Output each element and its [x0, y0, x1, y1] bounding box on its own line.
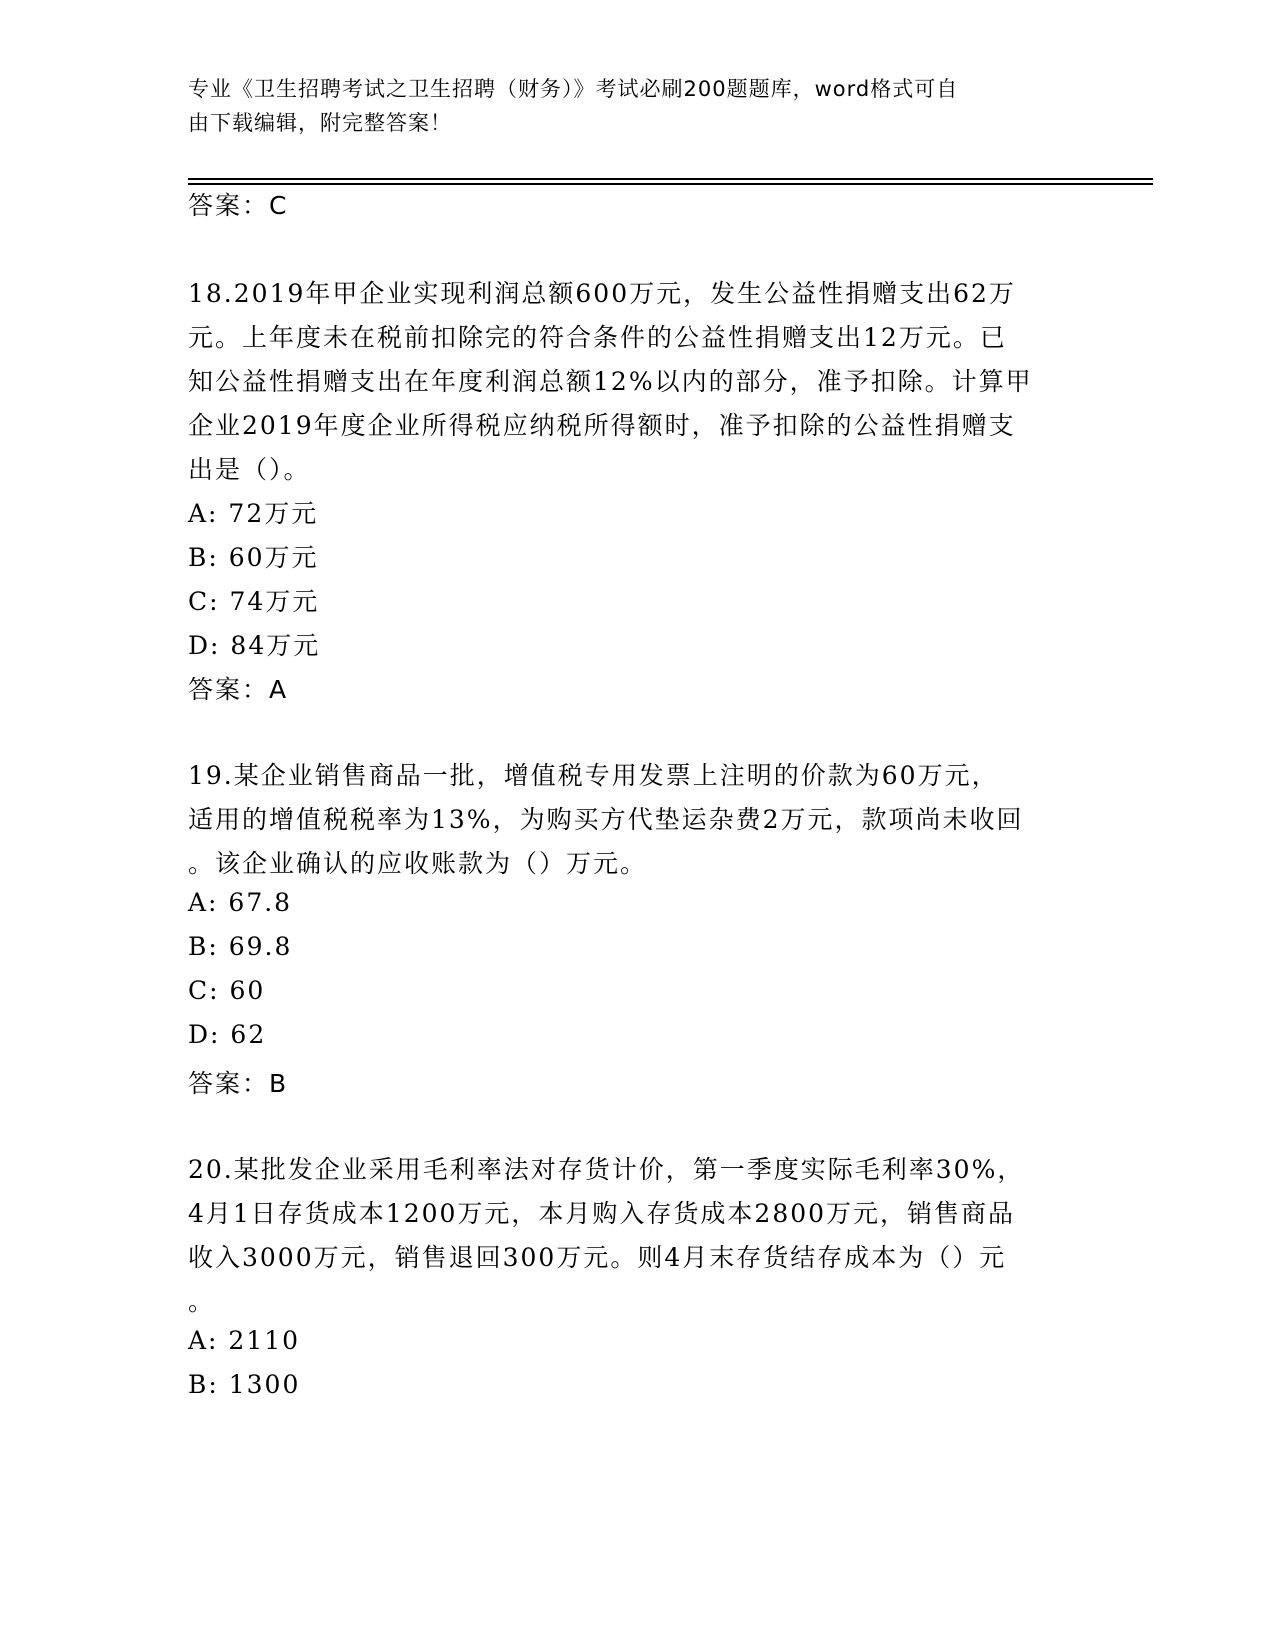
- option-c: C: 74万元: [188, 587, 320, 616]
- header-divider-top: [188, 178, 1153, 180]
- question-text-line: 。: [188, 1287, 216, 1316]
- header-line-2: 由下载编辑，附完整答案！: [188, 111, 452, 135]
- question-text-line: 18.2019年甲企业实现利润总额600万元，发生公益性捐赠支出62万: [188, 279, 1016, 308]
- option-b: B: 60万元: [188, 543, 319, 572]
- question-text-line: 企业2019年度企业所得税应纳税所得额时，准予扣除的公益性捐赠支: [188, 411, 1016, 440]
- question-text-line: 知公益性捐赠支出在年度利润总额12%以内的部分，准予扣除。计算甲: [188, 367, 1033, 396]
- question-text-line: 。该企业确认的应收账款为（）万元。: [188, 849, 648, 878]
- question-text-line: 20.某批发企业采用毛利率法对存货计价，第一季度实际毛利率30%，: [188, 1155, 1025, 1184]
- answer-19: 答案：B: [188, 1069, 289, 1098]
- question-text-line: 出是（）。: [188, 455, 311, 484]
- option-b: B: 1300: [188, 1370, 301, 1399]
- question-text-line: 收入3000万元，销售退回300万元。则4月末存货结存成本为（）元: [188, 1243, 1007, 1272]
- question-text-line: 适用的增值税税率为13%，为购买方代垫运杂费2万元，款项尚未收回: [188, 805, 1024, 834]
- question-text-line: 4月1日存货成本1200万元，本月购入存货成本2800万元，销售商品: [188, 1199, 1016, 1228]
- question-text-line: 元。上年度未在税前扣除完的符合条件的公益性捐赠支出12万元。已: [188, 323, 1007, 352]
- answer-18: 答案：A: [188, 675, 289, 704]
- header-divider-bottom: [188, 183, 1153, 185]
- option-c: C: 60: [188, 976, 266, 1005]
- option-a: A: 2110: [188, 1326, 301, 1355]
- option-d: D: 62: [188, 1020, 267, 1049]
- header-line-1: 专业《卫生招聘考试之卫生招聘（财务）》考试必刷200题题库，word格式可自: [188, 77, 959, 101]
- document-header: [188, 72, 1068, 140]
- option-a: A: 67.8: [188, 888, 293, 917]
- option-d: D: 84万元: [188, 631, 321, 660]
- question-text-line: 19.某企业销售商品一批，增值税专用发票上注明的价款为60万元，: [188, 761, 999, 790]
- option-a: A: 72万元: [188, 499, 319, 528]
- previous-answer: 答案：C: [188, 191, 289, 220]
- option-b: B: 69.8: [188, 932, 293, 961]
